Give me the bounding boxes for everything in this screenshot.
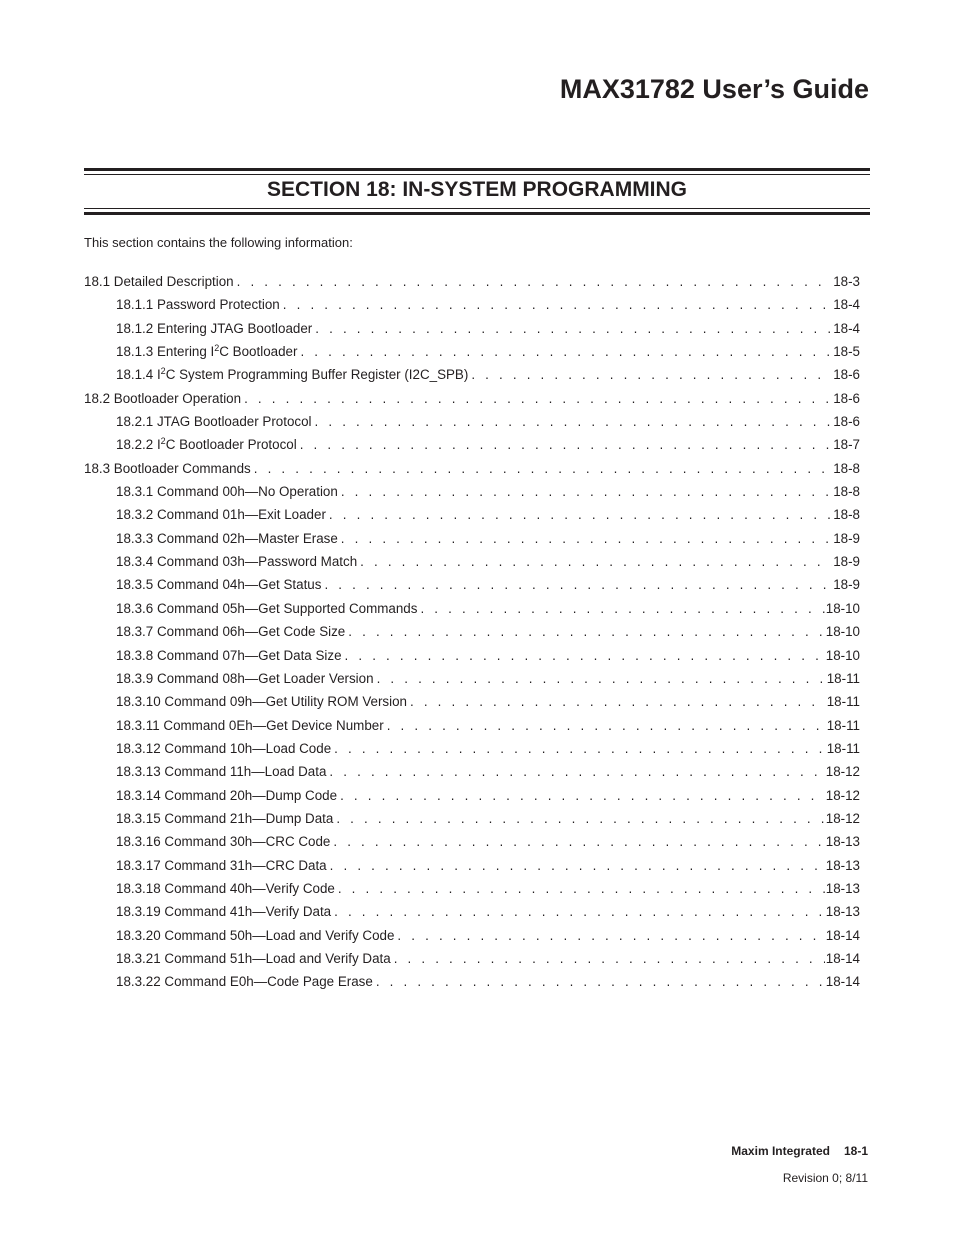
toc-dot-leader [237, 272, 833, 292]
toc-entry-label: 18.3.7 Command 06h—Get Code Size [116, 624, 346, 640]
toc-entry[interactable] [84, 902, 860, 925]
toc-entry-label: 18.3.12 Command 10h—Load Code [116, 740, 332, 756]
toc-entry-page: 18-11 [826, 670, 860, 686]
toc-entry-label: 18.3.18 Command 40h—Verify Code [116, 880, 335, 896]
toc-entry-label: 18.3.22 Command E0h—Code Page Erase [116, 974, 373, 990]
toc-entry[interactable] [84, 762, 860, 785]
toc-entry-label: 18.3.2 Command 01h—Exit Loader [116, 507, 326, 523]
toc-entry-label-prefix: 18.1.3 Entering I [116, 344, 215, 360]
toc-entry[interactable] [84, 295, 860, 318]
toc-entry-page: 18-8 [833, 460, 860, 476]
toc-entry-label-prefix: 18.1.4 I [116, 367, 161, 383]
toc-entry-page: 18-6 [833, 414, 860, 430]
toc-entry-page: 18-12 [825, 764, 860, 780]
toc-entry-page: 18-11 [826, 717, 860, 733]
toc-entry[interactable] [84, 809, 860, 832]
toc-dot-leader [330, 856, 825, 876]
toc-entry-label: 18.2 Bootloader Operation [84, 390, 242, 406]
toc-entry-label: 18.3.17 Command 31h—CRC Data [116, 857, 327, 873]
table-of-contents [84, 272, 860, 996]
toc-entry[interactable] [84, 599, 860, 622]
toc-entry[interactable] [84, 856, 860, 879]
toc-entry[interactable] [84, 389, 860, 412]
toc-dot-leader [329, 505, 832, 525]
toc-dot-leader [329, 762, 824, 782]
toc-entry-label: 18.3.15 Command 21h—Dump Data [116, 810, 334, 826]
toc-entry-label-suffix: C Bootloader Protocol [165, 437, 297, 453]
toc-dot-leader [254, 459, 832, 479]
toc-entry-label: 18.3.3 Command 02h—Master Erase [116, 530, 338, 546]
toc-entry-page: 18-14 [825, 974, 860, 990]
toc-entry-page: 18-13 [825, 834, 860, 850]
toc-entry-label-superscript: 2 [160, 366, 166, 377]
toc-entry-label: 18.3.13 Command 11h—Load Data [116, 764, 327, 780]
toc-entry[interactable] [84, 879, 860, 902]
toc-entry-label: 18.3.1 Command 00h—No Operation [116, 484, 338, 500]
toc-dot-leader [345, 646, 825, 666]
toc-entry[interactable] [84, 692, 860, 715]
section-bottom-rule-thick [84, 212, 870, 215]
toc-entry-label: 18.3.4 Command 03h—Password Match [116, 554, 358, 570]
toc-entry-label: 18.3.19 Command 41h—Verify Data [116, 904, 332, 920]
toc-entry[interactable] [84, 319, 860, 342]
toc-entry-label-suffix: C System Programming Buffer Register (I2C_SPB) [165, 367, 469, 383]
toc-entry-label [116, 365, 468, 385]
toc-entry[interactable] [84, 972, 860, 995]
toc-dot-leader [315, 319, 832, 339]
toc-entry-page: 18-4 [833, 320, 860, 336]
toc-entry[interactable] [84, 365, 860, 388]
toc-entry-page: 18-14 [825, 950, 860, 966]
toc-entry[interactable] [84, 482, 860, 505]
toc-entry[interactable] [84, 832, 860, 855]
toc-entry-label: 18.3.6 Command 05h—Get Supported Commands [116, 600, 418, 616]
toc-entry-label: 18.3.20 Command 50h—Load and Verify Code [116, 927, 395, 943]
toc-entry-label: 18.1.1 Password Protection [116, 297, 280, 313]
toc-dot-leader [283, 295, 832, 315]
toc-dot-leader [341, 529, 832, 549]
section-top-rule-thin [84, 174, 870, 175]
toc-dot-leader [420, 599, 824, 619]
toc-dot-leader [348, 622, 824, 642]
toc-dot-leader [300, 342, 832, 362]
toc-entry-label: 18.1.2 Entering JTAG Bootloader [116, 320, 313, 336]
toc-dot-leader [336, 809, 824, 829]
toc-entry[interactable] [84, 622, 860, 645]
toc-entry-page: 18-4 [833, 297, 860, 313]
toc-entry[interactable] [84, 575, 860, 598]
toc-entry-label: 18.2.1 JTAG Bootloader Protocol [116, 414, 312, 430]
toc-entry-label: 18.3.5 Command 04h—Get Status [116, 577, 322, 593]
toc-entry-page: 18-10 [825, 647, 860, 663]
intro-text: This section contains the following information: [84, 235, 353, 250]
toc-entry[interactable] [84, 739, 860, 762]
toc-dot-leader [387, 716, 826, 736]
toc-entry-label: 18.3.9 Command 08h—Get Loader Version [116, 670, 374, 686]
toc-dot-leader [471, 365, 832, 385]
toc-entry[interactable] [84, 552, 860, 575]
toc-entry-page: 18-12 [825, 810, 860, 826]
footer-page-number: 18-1 [843, 1144, 868, 1158]
toc-entry[interactable] [84, 272, 860, 295]
toc-entry[interactable] [84, 529, 860, 552]
toc-entry[interactable] [84, 435, 860, 458]
toc-entry-page: 18-5 [833, 344, 860, 360]
toc-entry[interactable] [84, 949, 860, 972]
toc-entry-page: 18-10 [825, 600, 860, 616]
toc-dot-leader [377, 669, 826, 689]
toc-entry-page: 18-9 [833, 530, 860, 546]
toc-dot-leader [300, 435, 832, 455]
toc-entry-page: 18-13 [825, 880, 860, 896]
toc-entry-page: 18-9 [833, 554, 860, 570]
toc-entry[interactable] [84, 786, 860, 809]
toc-entry-page: 18-8 [833, 507, 860, 523]
toc-dot-leader [341, 482, 832, 502]
toc-entry-label: 18.3.14 Command 20h—Dump Code [116, 787, 338, 803]
toc-dot-leader [394, 949, 825, 969]
toc-entry-page: 18-6 [833, 367, 860, 383]
toc-entry-page: 18-9 [833, 577, 860, 593]
toc-dot-leader [360, 552, 832, 572]
toc-dot-leader [333, 832, 824, 852]
toc-entry-label: 18.3.8 Command 07h—Get Data Size [116, 647, 342, 663]
toc-dot-leader [334, 739, 826, 759]
toc-entry-label-superscript: 2 [214, 343, 220, 354]
toc-dot-leader [324, 575, 832, 595]
toc-entry-label: 18.3.16 Command 30h—CRC Code [116, 834, 331, 850]
toc-entry-label: 18.3 Bootloader Commands [84, 460, 251, 476]
footer-company-name: Maxim Integrated [731, 1144, 830, 1158]
document-title: MAX31782 User’s Guide [559, 74, 869, 104]
footer-revision: Revision 0; 8/11 [782, 1171, 868, 1185]
toc-entry-page: 18-11 [826, 740, 860, 756]
section-header [84, 168, 870, 216]
toc-entry-label-suffix: C Bootloader [219, 344, 298, 360]
section-top-rule-thick [84, 168, 870, 171]
toc-entry-page: 18-7 [833, 437, 860, 453]
toc-entry-label [116, 342, 297, 362]
toc-entry-label: 18.3.21 Command 51h—Load and Verify Data [116, 950, 391, 966]
toc-entry-page: 18-14 [825, 927, 860, 943]
toc-entry[interactable] [84, 646, 860, 669]
toc-entry-page: 18-6 [833, 390, 860, 406]
toc-entry-page: 18-11 [826, 694, 860, 710]
toc-entry[interactable] [84, 669, 860, 692]
toc-entry-label [116, 435, 297, 455]
toc-entry-page: 18-13 [825, 857, 860, 873]
toc-entry-page: 18-3 [833, 274, 860, 289]
toc-entry[interactable] [84, 459, 860, 482]
toc-entry-label-prefix: 18.2.2 I [116, 437, 161, 453]
toc-entry-label-superscript: 2 [160, 436, 166, 447]
toc-entry[interactable] [84, 716, 860, 739]
toc-dot-leader [397, 926, 824, 946]
section-bottom-rule-thin [84, 208, 870, 209]
toc-entry-label: 18.3.11 Command 0Eh—Get Device Number [116, 717, 384, 733]
toc-entry-page: 18-10 [825, 624, 860, 640]
toc-dot-leader [338, 879, 825, 899]
toc-dot-leader [334, 902, 825, 922]
toc-dot-leader [244, 389, 832, 409]
toc-entry-label: 18.3.10 Command 09h—Get Utility ROM Version [116, 694, 407, 710]
footer-company [731, 1144, 868, 1158]
toc-dot-leader [315, 412, 833, 432]
toc-entry[interactable] [84, 342, 860, 365]
toc-entry[interactable] [84, 926, 860, 949]
toc-entry[interactable] [84, 505, 860, 528]
toc-dot-leader [376, 972, 825, 992]
section-title: SECTION 18: IN-SYSTEM PROGRAMMING [266, 178, 688, 201]
toc-entry-page: 18-12 [825, 787, 860, 803]
toc-dot-leader [410, 692, 826, 712]
toc-entry-page: 18-8 [833, 484, 860, 500]
toc-entry-label: 18.1 Detailed Description [84, 274, 234, 289]
toc-entry-page: 18-13 [825, 904, 860, 920]
toc-dot-leader [340, 786, 825, 806]
toc-entry[interactable] [84, 412, 860, 435]
